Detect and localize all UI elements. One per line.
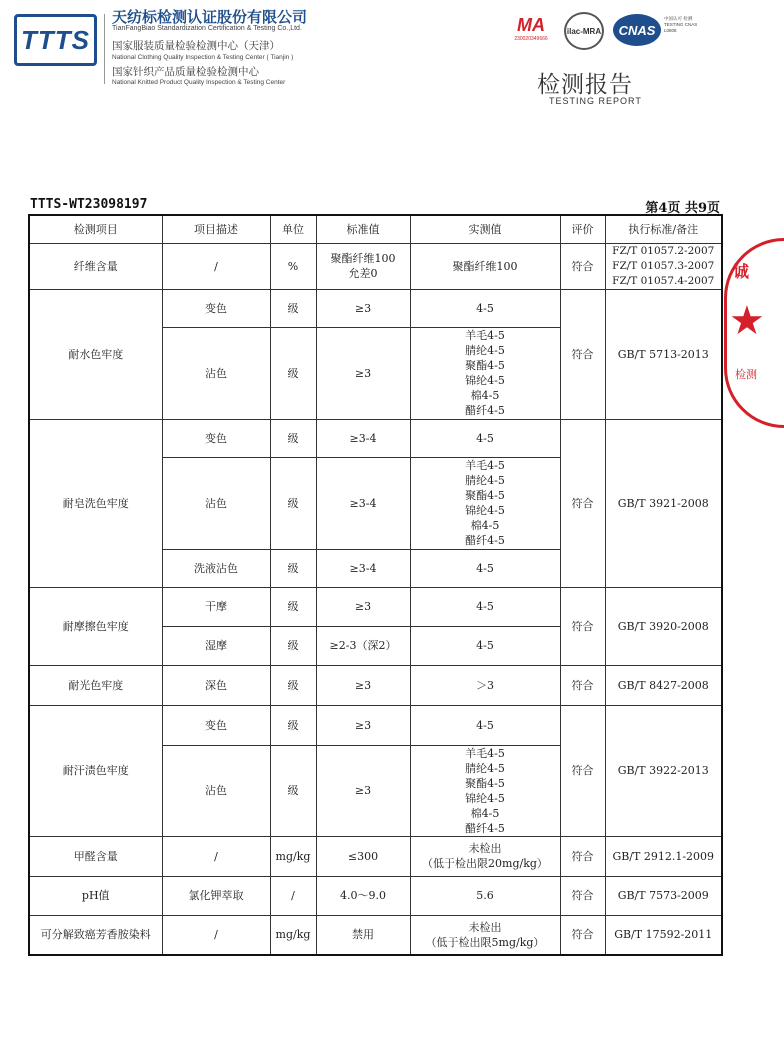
std-value-line: 允差0 <box>348 267 378 280</box>
std-value-line: 聚酯纤维100 <box>330 252 396 265</box>
measured-line: 聚酯4-5 <box>465 359 505 372</box>
unit-cell: 级 <box>270 457 316 549</box>
measured-line: 腈纶4-5 <box>465 761 505 775</box>
unit-cell: 级 <box>270 549 316 587</box>
standard-cell: GB/T 7573-2009 <box>605 876 722 915</box>
header-cell: 单位 <box>270 215 316 243</box>
unit-cell: 级 <box>270 419 316 457</box>
std-value-cell: ≥3 <box>316 327 410 419</box>
unit-cell: mg/kg <box>270 836 316 876</box>
table-row <box>29 587 722 626</box>
desc-cell: 变色 <box>162 289 270 327</box>
unit-cell: 级 <box>270 705 316 745</box>
header-divider <box>104 14 105 84</box>
cma-number: 230020349666 <box>514 36 548 42</box>
table-row <box>29 915 722 955</box>
table-row <box>29 836 722 876</box>
unit-cell: 级 <box>270 327 316 419</box>
company-name-en: TianFangBiao Standardization Certification & Testing Co.,Ltd. <box>112 25 302 32</box>
item-cell: 耐水色牢度 <box>29 289 162 419</box>
measured-line: 锦纶4-5 <box>465 791 505 805</box>
table-header-row <box>29 215 722 243</box>
eval-cell: 符合 <box>560 587 605 665</box>
standard-cell: GB/T 5713-2013 <box>605 289 722 419</box>
measured-line: 聚酯4-5 <box>465 776 505 790</box>
standard-cell: GB/T 2912.1-2009 <box>605 836 722 876</box>
header-cell: 实测值 <box>410 215 560 243</box>
table-row <box>29 289 722 327</box>
measured-cell <box>410 745 560 836</box>
eval-cell: 符合 <box>560 243 605 289</box>
table-row <box>29 876 722 915</box>
eval-cell: 符合 <box>560 289 605 419</box>
measured-cell <box>410 457 560 549</box>
measured-line: 腈纶4-5 <box>465 344 505 357</box>
standard-cell: GB/T 3921-2008 <box>605 419 722 587</box>
unit-cell: mg/kg <box>270 915 316 955</box>
std-value-cell: ≥3 <box>316 665 410 705</box>
results-table <box>28 214 723 956</box>
standard-line: FZ/T 01057.4-2007 <box>612 274 715 287</box>
item-cell: 甲醛含量 <box>29 836 162 876</box>
report-number: TTTS-WT23098197 <box>30 197 148 212</box>
eval-cell: 符合 <box>560 876 605 915</box>
table-row <box>29 243 722 289</box>
item-cell: pH值 <box>29 876 162 915</box>
cma-logo <box>508 14 554 48</box>
measured-line: 腈纶4-5 <box>465 474 505 487</box>
std-value-cell: ≥3-4 <box>316 549 410 587</box>
measured-cell: 4-5 <box>410 705 560 745</box>
measured-line: 醋纤4-5 <box>465 534 505 547</box>
unit-cell: % <box>270 243 316 289</box>
desc-cell: 洗液沾色 <box>162 549 270 587</box>
measured-line: 锦纶4-5 <box>465 374 505 387</box>
cnas-logo <box>613 14 661 46</box>
desc-cell: / <box>162 243 270 289</box>
measured-cell <box>410 915 560 955</box>
measured-line: 羊毛4-5 <box>465 459 505 472</box>
std-value-cell: ≥3 <box>316 289 410 327</box>
center2-name-en: National Knitted Product Quality Inspection & Testing Center <box>112 79 286 86</box>
std-value-cell: ≥3 <box>316 587 410 626</box>
measured-line: 聚酯4-5 <box>465 489 505 502</box>
unit-cell: 级 <box>270 587 316 626</box>
header-cell: 项目描述 <box>162 215 270 243</box>
center1-name-cn: 国家服装质量检验检测中心（天津） <box>112 40 280 52</box>
std-value-cell: 禁用 <box>316 915 410 955</box>
ilac-logo-text: ilac-MRA <box>566 26 602 36</box>
measured-cell: 4-5 <box>410 289 560 327</box>
measured-line: 棉4-5 <box>470 806 500 820</box>
company-name-cn: 天纺标检测认证股份有限公司 <box>112 8 308 26</box>
unit-cell: 级 <box>270 745 316 836</box>
measured-line: 未检出 <box>468 920 502 934</box>
measured-line: 醋纤4-5 <box>465 821 505 835</box>
measured-line: 锦纶4-5 <box>465 504 505 517</box>
eval-cell: 符合 <box>560 836 605 876</box>
measured-cell <box>410 836 560 876</box>
standard-cell: GB/T 3920-2008 <box>605 587 722 665</box>
company-logo <box>14 14 97 66</box>
item-cell: 耐汗渍色牢度 <box>29 705 162 836</box>
measured-cell: 5.6 <box>410 876 560 915</box>
std-value-cell: ≥3-4 <box>316 457 410 549</box>
measured-line: 未检出 <box>468 842 502 855</box>
desc-cell: 沾色 <box>162 457 270 549</box>
cnas-logo-text: CNAS <box>618 22 656 38</box>
desc-cell: / <box>162 915 270 955</box>
measured-cell: 4-5 <box>410 587 560 626</box>
measured-cell: ＞3 <box>410 665 560 705</box>
measured-line: 羊毛4-5 <box>465 329 505 342</box>
desc-cell: / <box>162 836 270 876</box>
center1-name-en: National Clothing Quality Inspection & Testing Center ( Tianjin ) <box>112 54 294 61</box>
desc-cell: 氯化钾萃取 <box>162 876 270 915</box>
desc-cell: 深色 <box>162 665 270 705</box>
standard-cell: GB/T 8427-2008 <box>605 665 722 705</box>
table-row <box>29 705 722 745</box>
measured-line: （低于检出限5mg/kg） <box>425 935 545 949</box>
std-value-cell <box>316 243 410 289</box>
report-title-cn: 检测报告 <box>537 72 633 98</box>
measured-line: 棉4-5 <box>470 519 500 532</box>
eval-cell: 符合 <box>560 665 605 705</box>
measured-cell: 4-5 <box>410 419 560 457</box>
measured-line: 羊毛4-5 <box>465 746 505 760</box>
unit-cell: / <box>270 876 316 915</box>
desc-cell: 沾色 <box>162 745 270 836</box>
std-value-cell: ≥2-3（深2） <box>316 626 410 665</box>
header-cell: 标准值 <box>316 215 410 243</box>
cma-logo-text: MA <box>517 15 545 35</box>
report-title-en: TESTING REPORT <box>549 96 642 106</box>
seal-text-top: 诚 <box>733 262 750 281</box>
official-seal <box>724 238 784 428</box>
unit-cell: 级 <box>270 665 316 705</box>
standard-cell <box>605 243 722 289</box>
desc-cell: 湿摩 <box>162 626 270 665</box>
measured-line: 棉4-5 <box>470 389 500 402</box>
eval-cell: 符合 <box>560 915 605 955</box>
header-cell: 评价 <box>560 215 605 243</box>
item-cell: 可分解致癌芳香胺染料 <box>29 915 162 955</box>
seal-text-bottom: 检测 <box>735 368 757 381</box>
seal-star-icon: ★ <box>729 298 765 344</box>
measured-line: （低于检出限20mg/kg） <box>422 857 548 870</box>
unit-cell: 级 <box>270 626 316 665</box>
eval-cell: 符合 <box>560 419 605 587</box>
desc-cell: 沾色 <box>162 327 270 419</box>
item-cell: 耐光色牢度 <box>29 665 162 705</box>
cnas-caption: 中国认可 检测 TESTING CNAS L0808 <box>664 16 698 33</box>
standard-cell: GB/T 17592-2011 <box>605 915 722 955</box>
std-value-cell: ≥3 <box>316 745 410 836</box>
eval-cell: 符合 <box>560 705 605 836</box>
ilac-mra-logo <box>564 12 604 50</box>
measured-line: 醋纤4-5 <box>465 404 505 417</box>
desc-cell: 变色 <box>162 705 270 745</box>
unit-cell: 级 <box>270 289 316 327</box>
logo-text: TTTS <box>21 24 90 55</box>
std-value-cell: 4.0～9.0 <box>316 876 410 915</box>
table-row <box>29 419 722 457</box>
standard-line: FZ/T 01057.3-2007 <box>612 259 715 272</box>
measured-cell: 4-5 <box>410 549 560 587</box>
standard-line: FZ/T 01057.2-2007 <box>612 244 715 257</box>
std-value-cell: ≤300 <box>316 836 410 876</box>
measured-cell <box>410 327 560 419</box>
table-row <box>29 665 722 705</box>
standard-cell: GB/T 3922-2013 <box>605 705 722 836</box>
desc-cell: 干摩 <box>162 587 270 626</box>
std-value-cell: ≥3 <box>316 705 410 745</box>
header-cell: 执行标准/备注 <box>605 215 722 243</box>
measured-cell: 4-5 <box>410 626 560 665</box>
std-value-cell: ≥3-4 <box>316 419 410 457</box>
item-cell: 耐皂洗色牢度 <box>29 419 162 587</box>
measured-cell: 聚酯纤维100 <box>410 243 560 289</box>
center2-name-cn: 国家针织产品质量检验检测中心 <box>112 66 259 78</box>
desc-cell: 变色 <box>162 419 270 457</box>
item-cell: 耐摩擦色牢度 <box>29 587 162 665</box>
header-cell: 检测项目 <box>29 215 162 243</box>
page-info: 第4页 共9页 <box>645 201 720 216</box>
item-cell: 纤维含量 <box>29 243 162 289</box>
